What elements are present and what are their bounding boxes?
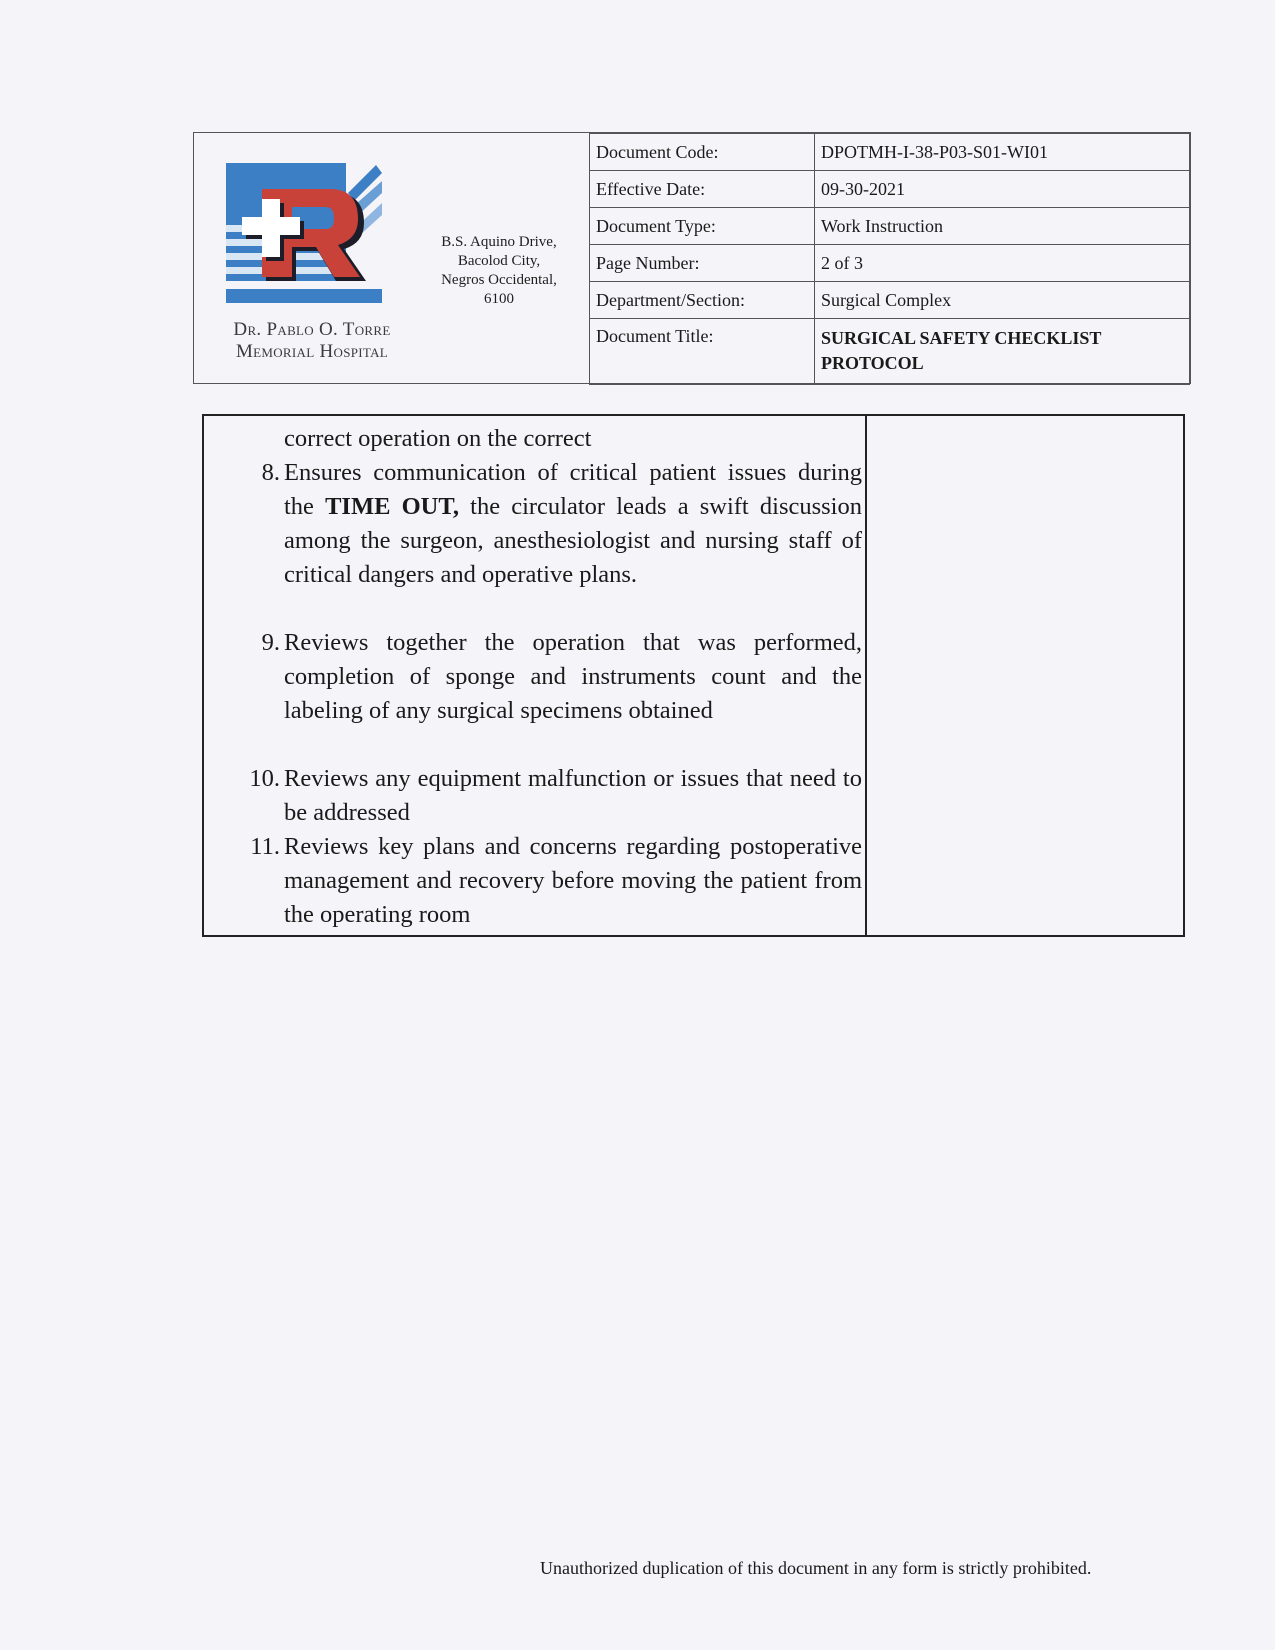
hospital-address: [419, 233, 579, 309]
info-row-department: [590, 282, 1190, 319]
footer-notice: Unauthorized duplication of this document in any form is strictly prohibited.: [540, 1558, 1092, 1578]
info-label: Effective Date:: [590, 171, 815, 208]
item-number: 11.: [250, 833, 280, 860]
document-info-table: [589, 133, 1190, 385]
info-row-document-title: [590, 319, 1190, 385]
info-value: 09-30-2021: [815, 171, 1190, 208]
hospital-name-line1: Dr. Pablo O. Torre: [233, 319, 391, 340]
hospital-logo-icon: [226, 163, 382, 315]
item-text: Reviews key plans and concerns regarding postoperative management and recovery before moving the patient from the operating room: [284, 833, 862, 928]
item-number: 8.: [261, 459, 280, 486]
info-value: Surgical Complex: [815, 282, 1190, 319]
item-text: Reviews together the operation that was performed, completion of sponge and instruments count and the labeling of any surgical specimens obtained: [284, 629, 862, 724]
info-value: 2 of 3: [815, 245, 1190, 282]
hospital-name: [202, 319, 422, 363]
address-line: B.S. Aquino Drive,: [441, 234, 557, 250]
address-line: Negros Occidental,: [441, 272, 557, 288]
info-label: Page Number:: [590, 245, 815, 282]
procedure-table: [202, 414, 1185, 937]
info-value: DPOTMH-I-38-P03-S01-WI01: [815, 134, 1190, 171]
hospital-name-line2: Memorial Hospital: [235, 341, 389, 362]
continued-text: correct operation on the correct: [284, 425, 592, 452]
item-number: 9.: [261, 629, 280, 656]
info-row-document-type: [590, 208, 1190, 245]
info-row-page-number: [590, 245, 1190, 282]
info-row-effective-date: [590, 171, 1190, 208]
info-label: Document Code:: [590, 134, 815, 171]
info-row-document-code: [590, 134, 1190, 171]
info-label: Document Title:: [590, 319, 815, 385]
document-header: [193, 132, 1191, 384]
document-title: SURGICAL SAFETY CHECKLIST PROTOCOL: [815, 319, 1190, 385]
logo-area: [194, 133, 589, 383]
address-line: 6100: [484, 291, 514, 307]
item-text: Ensures communication of critical patient issues during the TIME OUT, the circulator leads a swift discussion among the surgeon, anesthesiologist and nursing staff of critical dangers and operative plans.: [284, 459, 862, 588]
address-line: Bacolod City,: [457, 253, 541, 269]
info-label: Department/Section:: [590, 282, 815, 319]
column-divider: [865, 416, 867, 935]
item-number: 10.: [249, 765, 280, 792]
item-text: Reviews any equipment malfunction or issues that need to be addressed: [284, 765, 862, 826]
info-label: Document Type:: [590, 208, 815, 245]
info-value: Work Instruction: [815, 208, 1190, 245]
time-out-emphasis: TIME OUT,: [325, 493, 459, 520]
